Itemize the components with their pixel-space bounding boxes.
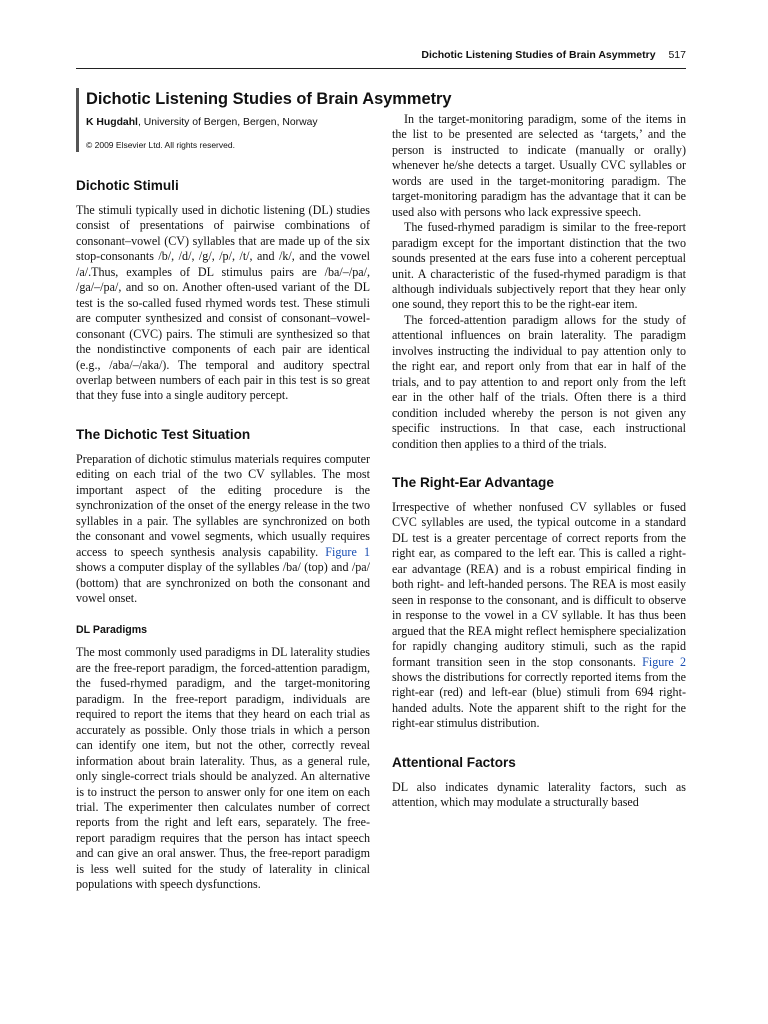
author-affiliation: , University of Bergen, Bergen, Norway: [137, 117, 318, 128]
page-number: 517: [668, 49, 686, 61]
title-block: [76, 88, 452, 151]
paragraph-test-situation-part-b: shows a computer display of the syllables /ba/ (top) and /pa/ (bottom) that are synchronized on both the consonant and vowel onset.: [76, 560, 370, 605]
heading-dl-paradigms: DL Paradigms: [76, 624, 148, 637]
paragraph-dl-paradigms-3: The fused-rhymed paradigm is similar to the free-report paradigm except for the important distinction that the two sounds presented at the ears fuse into a coherent perceptual unit. A characteristic of the fused-rhymed paradigm is that although individuals subjectively report that they hear only one sound, they report this to be the right-ear item.: [392, 220, 686, 312]
paragraph-dl-paradigms-4: The forced-attention paradigm allows for the study of attentional influences on brain laterality. The paradigm involves instructing the individual to pay attention only to the right ear, and report only from that ear in half of the trials, and to pay attention to and report only from the left ear in the other half of the trials. Often there is a third condition included whereby the person is not given any specific instructions. In that case, each instructional condition then applies to a third of the trials.: [392, 312, 686, 451]
paragraph-dl-paradigms-2: In the target-monitoring paradigm, some of the items in the list to be presented are selected as ‘targets,’ and the person is instructed to indicate (manually or orally) whenever he/she detects a target. Usually CVC syllables or words are used in the target-monitoring paradigm. The target-monitoring paradigm has the advantage that it can be used also with persons who lack expressive speech.: [392, 112, 686, 219]
paragraph-dichotic-stimuli: The stimuli typically used in dichotic listening (DL) studies consist of presentations of pairwise combinations of consonant–vowel (CV) syllables that are made up of the six stop-consonants /b/, /d/, /g/, /p/, /t/, and /k/, and the vowel /a/.Thus, examples of DL stimulus pairs are /ba/–/pa/, /ga/–/pa/, and so on. Another often-used variant of the DL test is the so-called fused rhymed words test. These stimuli are computer synthesized and consist of consonant–vowel-consonant (CVC) pairs. The stimuli are synthesized so that the nondistinctive components of each pair are identical (e.g., /aba/–/aka/). The temporal and auditory spectral overlap between numbers of each pair in this test is so great that they fuse into a single auditory percept.: [76, 203, 370, 403]
author-name: K Hugdahl: [86, 117, 138, 128]
heading-attentional-factors: Attentional Factors: [392, 754, 516, 770]
paragraph-dl-paradigms-1: The most commonly used paradigms in DL laterality studies are the free-report paradigm, the forced-attention paradigm, the fused-rhymed paradigm, and the target-monitoring paradigm. In the free-report paradigm, individuals are required to report the items that they heard on each trial as accurately as possible. Only those trials in which a person can identify one item, but not the other, correctly reveal information about brain laterality. Thus, as a general rule, only single-correct trials should be analyzed. An alternative is to instruct the person to answer only for one item on each trial. The experimenter then calculates number of correct reports from the right and left ears, separately. The free-report paradigm requires that the person has intact speech and can give an oral answer. Thus, the free-report paradigm is less well suited for the study of laterality in clinical populations with speech dysfunctions.: [76, 645, 370, 892]
paragraph-test-situation-part-a: Preparation of dichotic stimulus materials requires computer editing on each trial of the two CV syllables. The most important aspect of the editing procedure is the synchronization of the onset of the energy release in the two syllables in a pair. The syllables are synchronized on both the consonant and vowel segments, which usually requires access to speech synthesis analysis capability.: [76, 451, 370, 559]
heading-dichotic-test-situation: The Dichotic Test Situation: [76, 426, 251, 442]
heading-dichotic-stimuli: Dichotic Stimuli: [76, 178, 179, 193]
paragraph-rea-part-a: Irrespective of whether nonfused CV syllables or fused CVC syllables are used, the typical outcome in a standard DL test is a greater percentage of correct reports from the right ear, as compared to the left ear. This is called a right-ear advantage (REA) and is a robust empirical finding in both right- and left-handed persons. The REA is most easily seen in response to the consonant, and is difficult to observe in response to the vowel in a CV syllable. It has thus been argued that the REA might reflect hemisphere specialization for rapidly changing auditory stimuli, such as the rapid formant transition seen in the stop consonants.: [392, 499, 686, 669]
figure-2-link[interactable]: Figure 2: [642, 654, 686, 669]
paragraph-test-situation: [76, 452, 370, 607]
paragraph-attentional-factors: DL also indicates dynamic laterality factors, such as attention, which may modulate a structurally based: [392, 779, 686, 810]
figure-1-link[interactable]: Figure 1: [325, 544, 370, 559]
author-line: [86, 116, 370, 130]
title-accent-bar: [76, 88, 79, 152]
paragraph-right-ear-advantage: [392, 500, 686, 732]
heading-right-ear-advantage: The Right-Ear Advantage: [392, 474, 554, 490]
article-title: Dichotic Listening Studies of Brain Asymmetry: [86, 90, 452, 108]
header-rule: [76, 68, 686, 69]
running-head-title: Dichotic Listening Studies of Brain Asymmetry: [421, 49, 656, 61]
running-head: [0, 49, 686, 61]
right-column: [392, 112, 686, 811]
copyright-notice: © 2009 Elsevier Ltd. All rights reserved.: [86, 140, 235, 150]
left-column: [76, 88, 452, 893]
paragraph-rea-part-b: shows the distributions for correctly reported items from the right-ear (red) and left-ear (blue) stimuli from 694 right-handed adults. Note the apparent shift to the right for the right-ear stimulus distribution.: [392, 669, 686, 731]
